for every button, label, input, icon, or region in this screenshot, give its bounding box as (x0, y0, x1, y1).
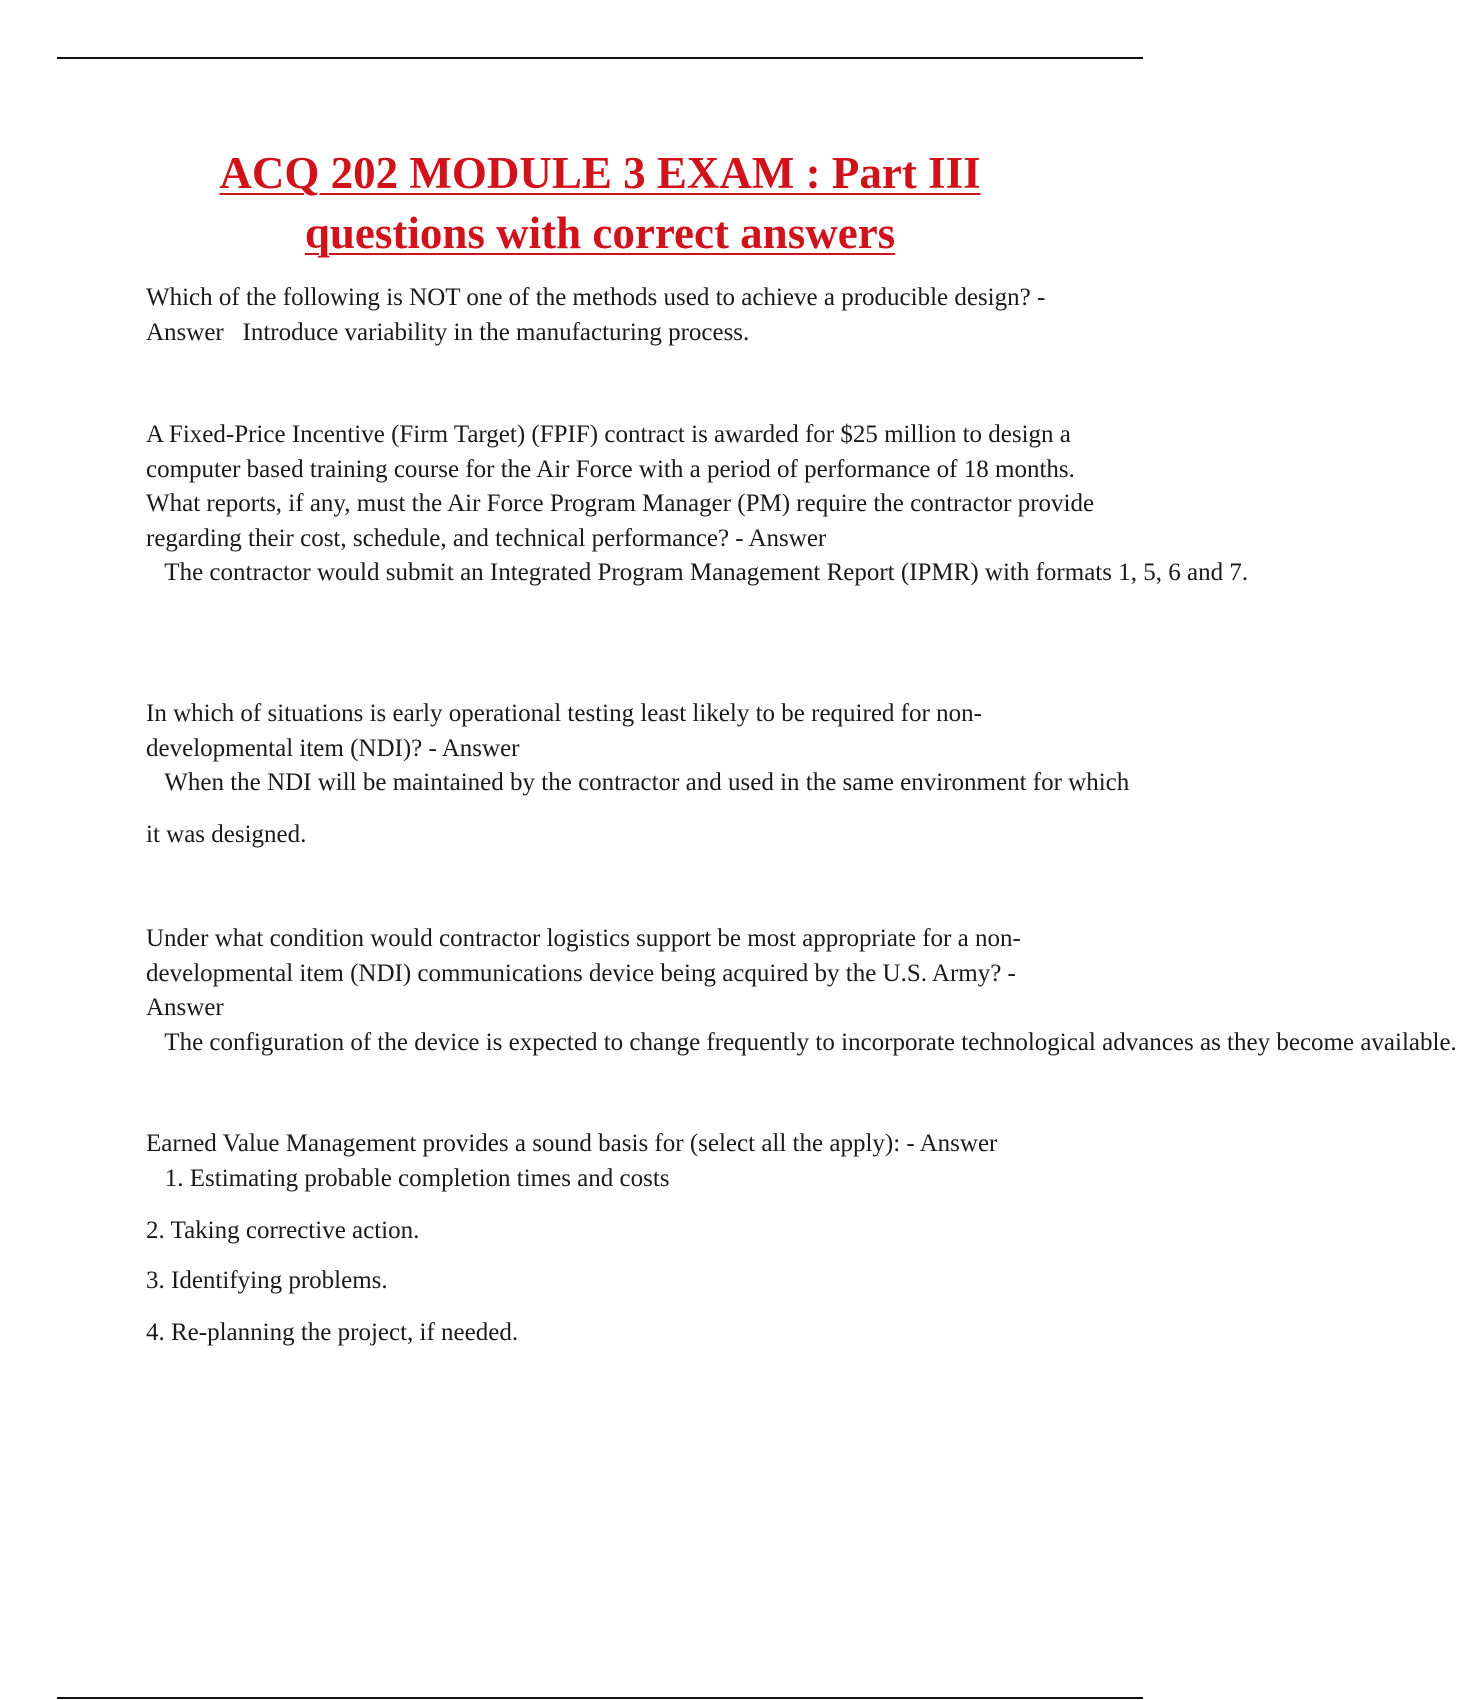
list-item: 4. Re-planning the project, if needed. (146, 1319, 519, 1346)
list-item: 3. Identifying problems. (146, 1267, 388, 1294)
answer-text: Introduce variability in the manufacturing process. (223, 318, 750, 346)
document-title (100, 143, 1100, 263)
qa-item-1 (146, 281, 1096, 350)
question-text: In which of situations is early operational testing least likely to be required for non-developmental item (NDI)? - Answer (146, 700, 982, 762)
answer-text: 1. Estimating probable completion times and costs (146, 1164, 670, 1192)
question-text: A Fixed-Price Incentive (Firm Target) (FPIF) contract is awarded for $25 million to design a computer based training course for the Air Force with a period of performance of 18 months. What reports, if any, must the Air Force Program Manager (PM) require the contractor provide regarding their cost, schedule, and technical performance? - Answer (146, 421, 1095, 552)
answer-text: The configuration of the device is expected to change frequently to incorporate technological advances as they become available. (146, 1028, 1457, 1056)
title-line-1: ACQ 202 MODULE 3 EXAM : Part III (219, 148, 981, 198)
question-text: Under what condition would contractor logistics support be most appropriate for a non-developmental item (NDI) communications device being acquired by the U.S. Army? - Answer (146, 925, 1021, 1021)
title-line-2: questions with correct answers (304, 208, 896, 258)
qa-item-3 (146, 697, 1130, 801)
answer-text: When the NDI will be maintained by the contractor and used in the same environment for which (146, 769, 1130, 796)
qa-item-4 (146, 922, 1457, 1060)
question-text: Earned Value Management provides a sound basis for (select all the apply): - Answer (146, 1130, 998, 1157)
bottom-rule (57, 1697, 1143, 1699)
top-rule (57, 57, 1143, 59)
qa-item-5 (146, 1127, 1046, 1196)
answer-continuation: it was designed. (146, 821, 307, 848)
answer-text: The contractor would submit an Integrated Program Management Report (IPMR) with formats 1, 5, 6 and 7. (146, 559, 1249, 586)
list-item: 2. Taking corrective action. (146, 1217, 420, 1244)
qa-item-2 (146, 418, 1249, 591)
question-text: Which of the following is NOT one of the methods used to achieve a producible design? - Answer (146, 284, 1046, 346)
